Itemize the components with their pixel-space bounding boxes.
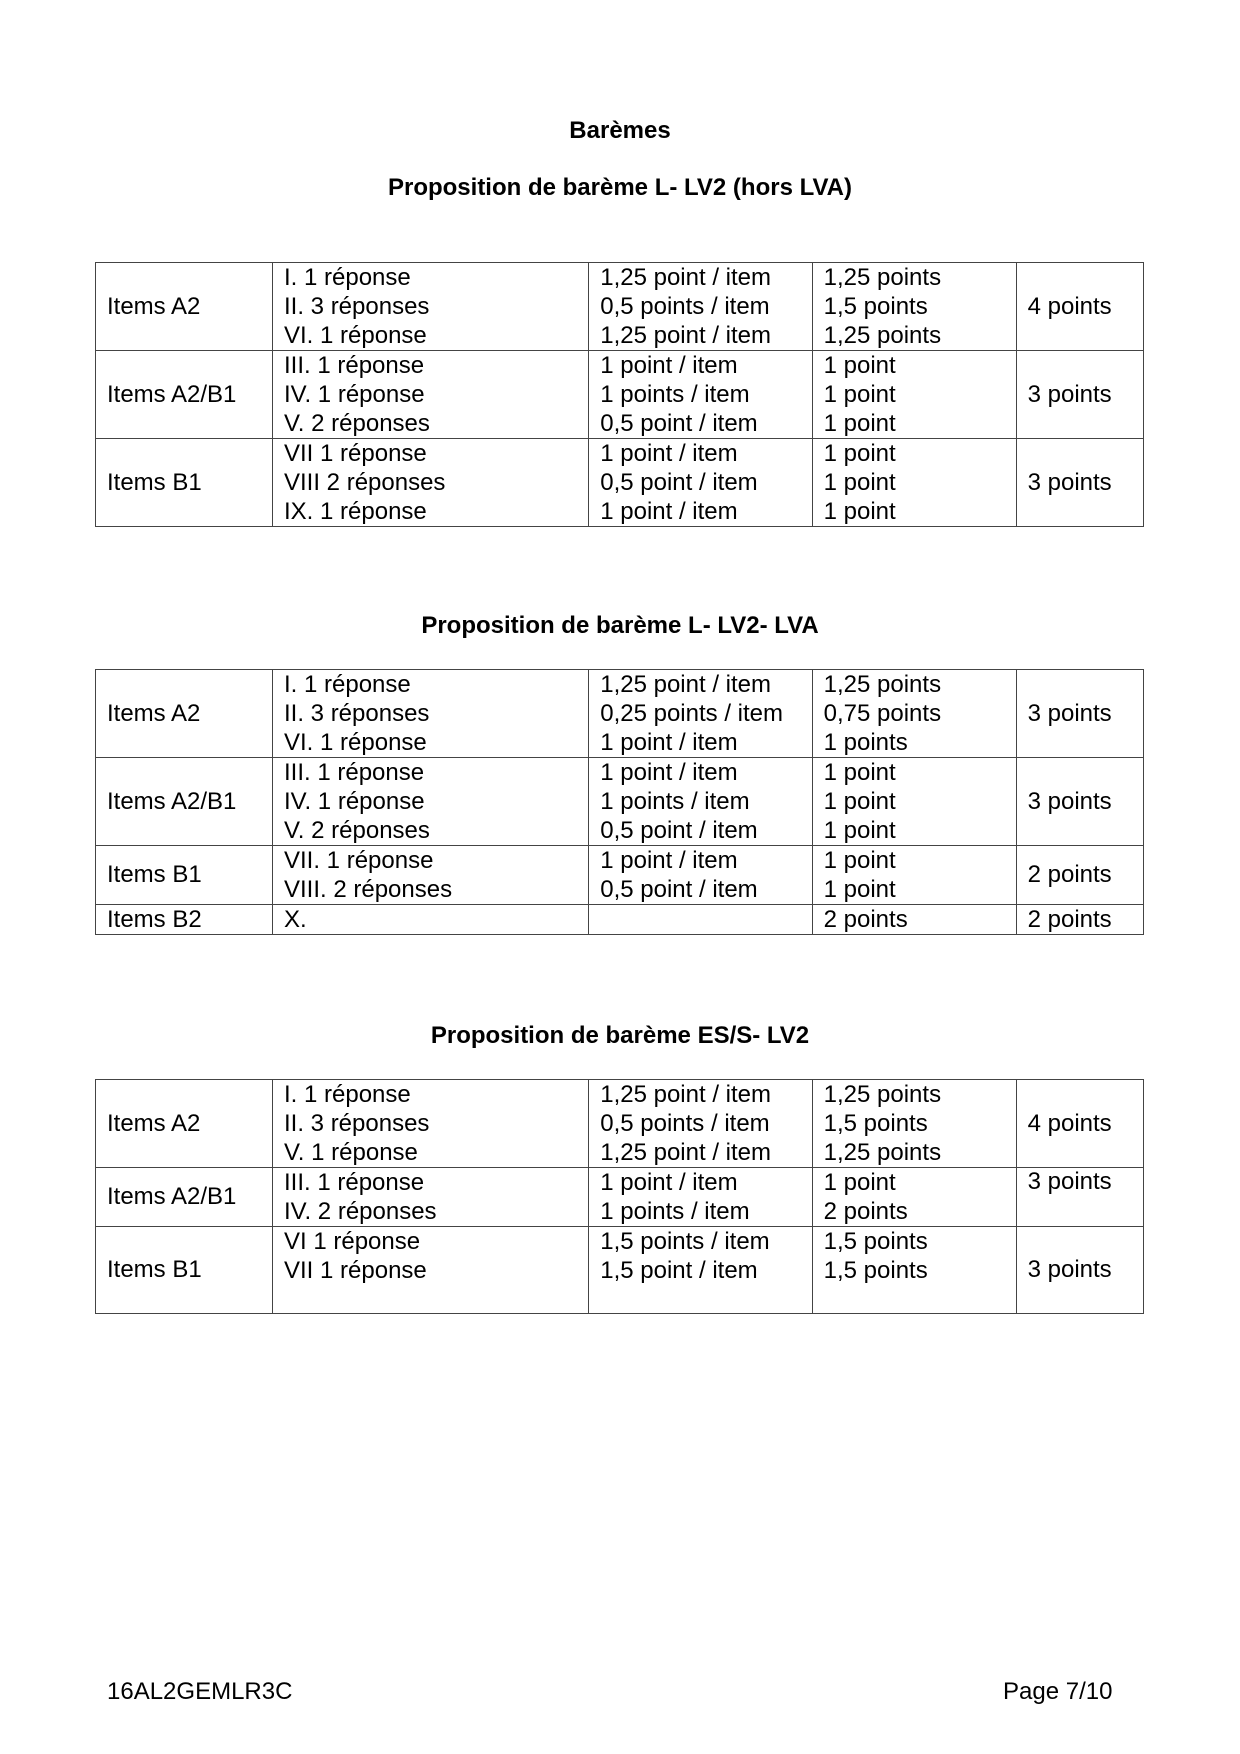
exercises-line: IV. 2 réponses: [284, 1198, 437, 1225]
rates-line: 1,25 point / item: [600, 671, 771, 698]
exercises-cell: [273, 758, 589, 846]
points-line: 1,5 points: [823, 1228, 928, 1255]
points-cell: [812, 351, 1016, 439]
total-cell: 3 points: [1016, 670, 1143, 758]
rates-cell: [589, 351, 812, 439]
rates-line: 1 points / item: [600, 1198, 750, 1225]
exercises-line: VI. 1 réponse: [284, 729, 427, 756]
rates-line: 1 point / item: [600, 759, 738, 786]
exercises-line: VII. 1 réponse: [284, 847, 434, 874]
rates-cell: [589, 439, 812, 527]
points-line: 1 point: [823, 1169, 896, 1196]
rates-line: 0,5 points / item: [600, 293, 770, 320]
table-row: [96, 905, 1144, 935]
group-cell: Items A2: [96, 1080, 273, 1168]
table-row: [96, 670, 1144, 758]
exercises-line: VI. 1 réponse: [284, 322, 427, 349]
rates-line: 1 point / item: [600, 352, 738, 379]
table-row: [96, 351, 1144, 439]
group-cell: Items A2/B1: [96, 351, 273, 439]
rates-line: 1,25 point / item: [600, 264, 771, 291]
rates-line: 0,25 points / item: [600, 700, 783, 727]
table-row: [96, 1080, 1144, 1168]
points-cell: [812, 1080, 1016, 1168]
exercises-line: X.: [284, 906, 307, 933]
exercises-line: VI 1 réponse: [284, 1228, 421, 1255]
rates-cell: [589, 263, 812, 351]
points-line: 1 point: [823, 440, 896, 467]
points-cell: [812, 1227, 1016, 1314]
group-cell: Items B1: [96, 439, 273, 527]
points-line: 1 point: [823, 759, 896, 786]
page-title: Barèmes: [569, 117, 671, 144]
table-row: [96, 439, 1144, 527]
rates-line: 1 point / item: [600, 729, 738, 756]
points-cell: [812, 670, 1016, 758]
exercises-line: VII 1 réponse: [284, 440, 427, 467]
scale-table-es-s-lv2: [95, 1079, 1144, 1314]
rates-line: 1,25 point / item: [600, 1139, 771, 1166]
exercises-cell: [273, 439, 589, 527]
points-line: 1,5 points: [823, 1110, 928, 1137]
group-cell: Items A2: [96, 670, 273, 758]
points-line: 1 point: [823, 847, 896, 874]
rates-line: 0,5 point / item: [600, 469, 758, 496]
page-number: Page 7/10: [1003, 1678, 1113, 1705]
points-line: 1,25 points: [823, 264, 942, 291]
group-cell: Items B1: [96, 1227, 273, 1314]
rates-cell: [589, 758, 812, 846]
rates-line: 1,25 point / item: [600, 1081, 771, 1108]
exercises-line: VII 1 réponse: [284, 1257, 427, 1284]
rates-line: 1 points / item: [600, 381, 750, 408]
table-3-heading: Proposition de barème ES/S- LV2: [430, 1022, 810, 1049]
exercises-line: I. 1 réponse: [284, 1081, 411, 1108]
group-cell: Items A2: [96, 263, 273, 351]
rates-line: [600, 905, 811, 934]
total-cell: 3 points: [1016, 758, 1143, 846]
total-cell: 4 points: [1016, 1080, 1143, 1168]
total-cell: 3 points: [1016, 439, 1143, 527]
exercises-cell: [273, 1227, 589, 1314]
points-line: 1 point: [823, 498, 896, 525]
table-row: [96, 1227, 1144, 1314]
points-line: 1,25 points: [823, 322, 942, 349]
points-line: 0,75 points: [823, 700, 942, 727]
group-cell: Items A2/B1: [96, 1168, 273, 1227]
exercises-line: IV. 1 réponse: [284, 788, 425, 815]
exercises-cell: [273, 1080, 589, 1168]
points-line: 1 point: [823, 788, 896, 815]
document-code: 16AL2GEMLR3C: [107, 1678, 293, 1705]
points-cell: [812, 758, 1016, 846]
rates-line: 0,5 point / item: [600, 817, 758, 844]
total-cell: 2 points: [1016, 846, 1143, 905]
exercises-line: III. 1 réponse: [284, 352, 425, 379]
points-cell: [812, 846, 1016, 905]
table-row: [96, 263, 1144, 351]
exercises-line: V. 2 réponses: [284, 410, 430, 437]
group-cell: Items A2/B1: [96, 758, 273, 846]
total-cell: 3 points: [1016, 351, 1143, 439]
points-line: 1,5 points: [823, 1257, 928, 1284]
rates-cell: [589, 1227, 812, 1314]
exercises-line: I. 1 réponse: [284, 264, 411, 291]
group-cell: Items B1: [96, 846, 273, 905]
points-line: 1,25 points: [823, 671, 942, 698]
rates-line: 0,5 points / item: [600, 1110, 770, 1137]
rates-line: 0,5 point / item: [600, 410, 758, 437]
table-row: [96, 1168, 1144, 1227]
exercises-line: II. 3 réponses: [284, 293, 430, 320]
exercises-cell: [273, 351, 589, 439]
exercises-line: VIII. 2 réponses: [284, 876, 453, 903]
rates-cell: [589, 1168, 812, 1227]
exercises-cell: [273, 846, 589, 905]
points-line: 2 points: [823, 1198, 908, 1225]
rates-line: 1 points / item: [600, 788, 750, 815]
exercises-line: II. 3 réponses: [284, 1110, 430, 1137]
table-row: [96, 758, 1144, 846]
rates-line: 1 point / item: [600, 498, 738, 525]
exercises-line: IX. 1 réponse: [284, 498, 427, 525]
rates-cell: [589, 905, 812, 935]
rates-cell: [589, 846, 812, 905]
points-line: 1 point: [823, 876, 896, 903]
scale-table-l-lv2-lva: [95, 669, 1144, 935]
points-line: 1 point: [823, 817, 896, 844]
points-line: 1,25 points: [823, 1139, 942, 1166]
rates-line: 1 point / item: [600, 1169, 738, 1196]
points-cell: [812, 905, 1016, 935]
points-line: 1,25 points: [823, 1081, 942, 1108]
rates-line: 1,5 points / item: [600, 1228, 770, 1255]
exercises-cell: [273, 905, 589, 935]
points-cell: [812, 1168, 1016, 1227]
group-cell: Items B2: [96, 905, 273, 935]
exercises-line: IV. 1 réponse: [284, 381, 425, 408]
points-cell: [812, 263, 1016, 351]
total-cell: 2 points: [1016, 905, 1143, 935]
exercises-line: V. 1 réponse: [284, 1139, 418, 1166]
points-line: 1 point: [823, 469, 896, 496]
total-cell: 4 points: [1016, 263, 1143, 351]
exercises-cell: [273, 670, 589, 758]
exercises-line: VIII 2 réponses: [284, 469, 446, 496]
exercises-line: III. 1 réponse: [284, 759, 425, 786]
points-line: 1 point: [823, 381, 896, 408]
table-2-heading: Proposition de barème L- LV2- LVA: [421, 612, 819, 639]
exercises-line: II. 3 réponses: [284, 700, 430, 727]
points-line: 1 points: [823, 729, 908, 756]
exercises-cell: [273, 1168, 589, 1227]
total-cell: 3 points: [1016, 1168, 1143, 1227]
rates-line: 1,5 point / item: [600, 1257, 758, 1284]
rates-line: 1 point / item: [600, 440, 738, 467]
rates-line: 0,5 point / item: [600, 876, 758, 903]
total-cell: 3 points: [1016, 1227, 1143, 1314]
points-line: 2 points: [823, 906, 908, 933]
table-1-heading: Proposition de barème L- LV2 (hors LVA): [387, 174, 853, 201]
exercises-line: III. 1 réponse: [284, 1169, 425, 1196]
scale-table-l-lv2-hors-lva: [95, 262, 1144, 527]
rates-cell: [589, 670, 812, 758]
points-line: 1 point: [823, 410, 896, 437]
exercises-line: I. 1 réponse: [284, 671, 411, 698]
exercises-line: V. 2 réponses: [284, 817, 430, 844]
points-line: 1 point: [823, 352, 896, 379]
rates-cell: [589, 1080, 812, 1168]
rates-line: 1,25 point / item: [600, 322, 771, 349]
points-cell: [812, 439, 1016, 527]
table-row: [96, 846, 1144, 905]
points-line: 1,5 points: [823, 293, 928, 320]
rates-line: 1 point / item: [600, 847, 738, 874]
exercises-cell: [273, 263, 589, 351]
